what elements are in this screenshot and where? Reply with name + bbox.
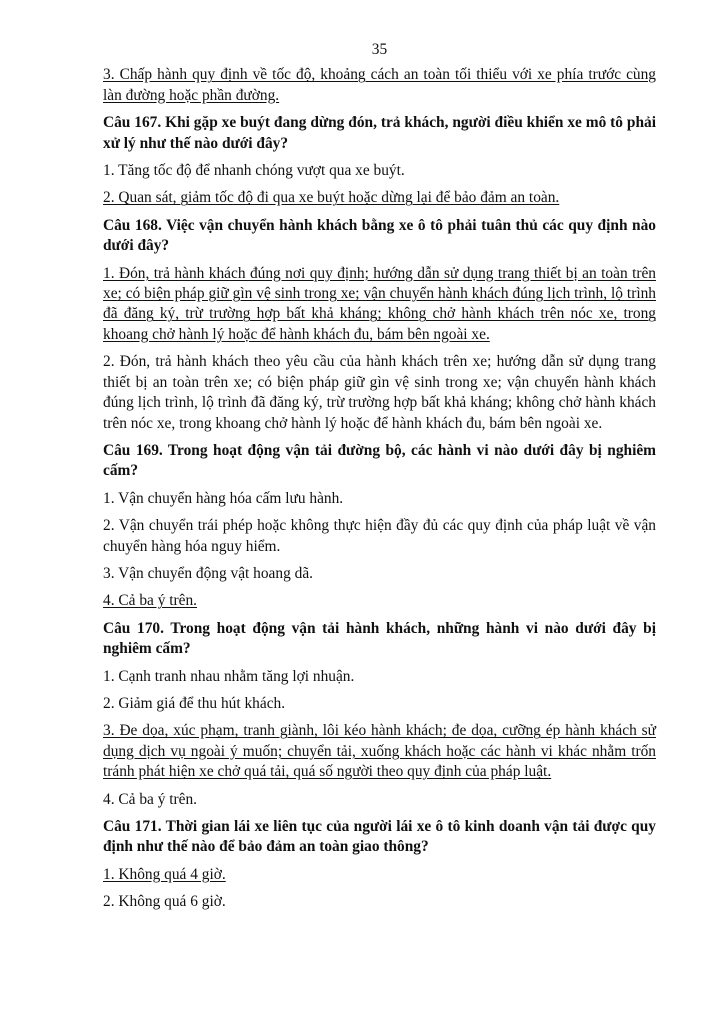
answer-170-3-correct: 3. Đe dọa, xúc phạm, tranh giành, lôi kéo hành khách; đe dọa, cưỡng ép hành khách sử dụng dịch vụ ngoài ý muốn; chuyển tải, xuống khách hoặc các hành vi khác nhằm trốn tránh phát hiện xe chở quá tải, quá số người theo quy định của pháp luật. (103, 722, 656, 781)
lead-answer-correct: 3. Chấp hành quy định về tốc độ, khoảng cách an toàn tối thiểu với xe phía trước cùng làn đường hoặc phần đường. (103, 66, 656, 104)
answer-167-2-correct: 2. Quan sát, giảm tốc độ đi qua xe buýt hoặc dừng lại để bảo đảm an toàn. (103, 189, 560, 207)
question-167: Câu 167. Khi gặp xe buýt đang dừng đón, trả khách, người điều khiển xe mô tô phải xử lý như thế nào dưới đây? (103, 114, 656, 152)
answer-168-2: 2. Đón, trả hành khách theo yêu cầu của hành khách trên xe; hướng dẫn sử dụng trang thiết bị an toàn trên xe; có biện pháp giữ gìn vệ sinh trong xe; vận chuyển hành khách đúng lịch trình, lộ trình đã đăng ký, trừ trường hợp bất khả kháng; không chở hành khách trên nóc xe, trong khoang chở hành lý hoặc để hành khách đu, bám bên ngoài xe. (103, 353, 656, 432)
answer-168-1-correct: 1. Đón, trả hành khách đúng nơi quy định; hướng dẫn sử dụng trang thiết bị an toàn trên xe; có biện pháp giữ gìn vệ sinh trong xe; vận chuyển hành khách đúng lịch trình, lộ trình đã đăng ký, trừ trường hợp bất khả kháng; không chở hành khách trên nóc xe, trong khoang chở hành lý hoặc để hành khách đu, bám bên ngoài xe. (103, 264, 656, 343)
question-168: Câu 168. Việc vận chuyển hành khách bằng xe ô tô phải tuân thủ các quy định nào dưới đây? (103, 216, 656, 255)
question-170: Câu 170. Trong hoạt động vận tải hành khách, những hành vi nào dưới đây bị nghiêm cấm? (103, 619, 656, 658)
answer-171-1-correct: 1. Không quá 4 giờ. (103, 865, 226, 883)
answer-171-2: 2. Không quá 6 giờ. (103, 893, 226, 911)
answer-170-2: 2. Giảm giá để thu hút khách. (103, 694, 286, 712)
document-page (103, 40, 656, 920)
answer-170-1: 1. Cạnh tranh nhau nhằm tăng lợi nhuận. (103, 667, 355, 685)
answer-169-2: 2. Vận chuyển trái phép hoặc không thực hiện đầy đủ các quy định của pháp luật về vận chuyển hàng hóa nguy hiểm. (103, 517, 656, 555)
question-169: Câu 169. Trong hoạt động vận tải đường bộ, các hành vi nào dưới đây bị nghiêm cấm? (103, 441, 656, 480)
answer-167-1: 1. Tăng tốc độ để nhanh chóng vượt qua xe buýt. (103, 162, 405, 180)
question-171: Câu 171. Thời gian lái xe liên tục của người lái xe ô tô kinh doanh vận tải được quy định như thế nào để bảo đảm an toàn giao thông? (103, 818, 656, 856)
answer-169-1: 1. Vận chuyển hàng hóa cấm lưu hành. (103, 489, 344, 507)
answer-169-4-correct: 4. Cả ba ý trên. (103, 592, 198, 610)
answer-170-4: 4. Cả ba ý trên. (103, 790, 198, 808)
answer-169-3: 3. Vận chuyển động vật hoang dã. (103, 564, 314, 582)
page-number: 35 (371, 41, 388, 58)
